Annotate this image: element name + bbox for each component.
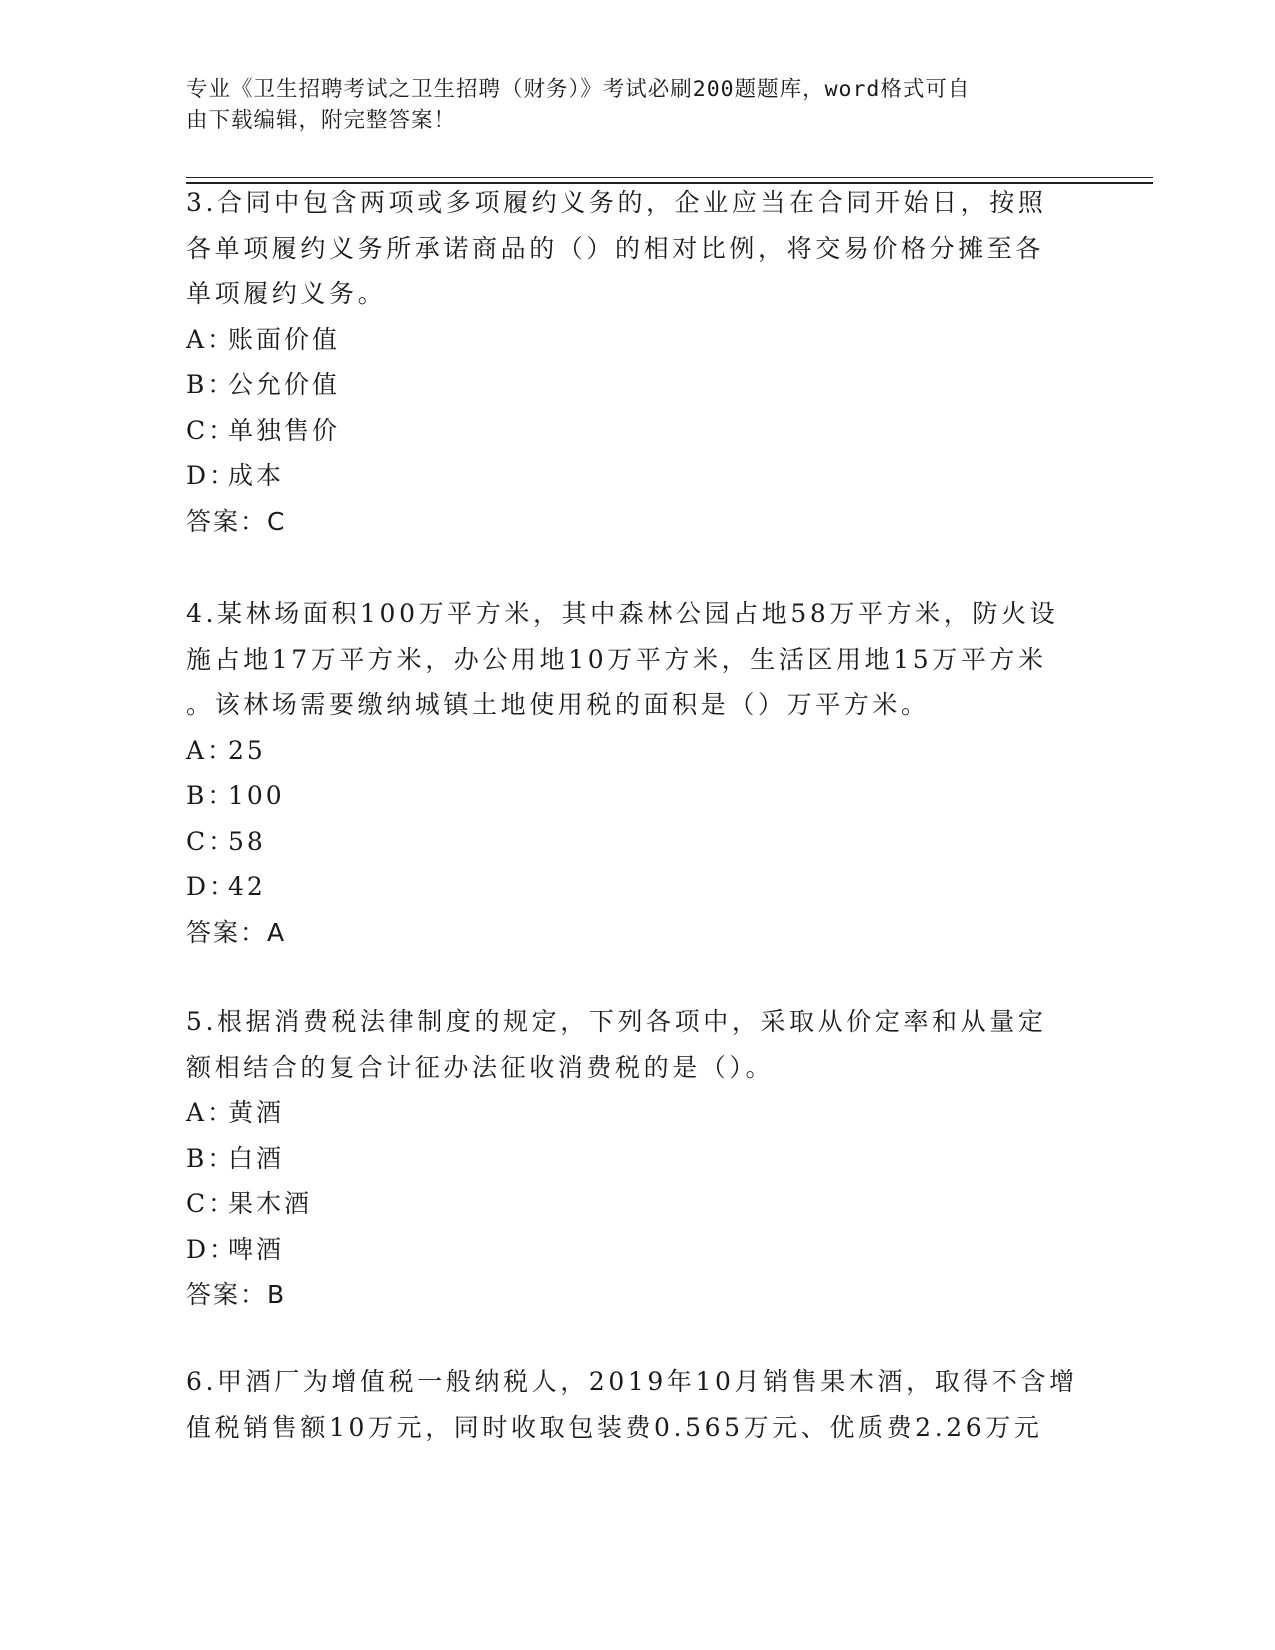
answer: 答案：B [186, 1280, 287, 1309]
stem-line: 。该林场需要缴纳城镇土地使用税的面积是（）万平方米。 [186, 690, 930, 719]
question-stem [186, 591, 1086, 728]
stem-line: 值税销售额10万元，同时收取包装费0.565万元、优质费2.26万元 [186, 1412, 1043, 1442]
option-b [186, 1136, 1086, 1182]
question-3 [186, 180, 1086, 544]
option-key: B： [186, 1143, 236, 1173]
option-key: A： [186, 324, 236, 354]
document-header [186, 74, 1066, 136]
option-key: D： [186, 461, 238, 490]
option-d [186, 453, 1086, 499]
option-key: A： [186, 1098, 236, 1127]
option-key: D： [186, 1234, 238, 1264]
stem-line: 施占地17万平方米，办公用地10万平方米，生活区用地15万平方米 [186, 644, 1047, 674]
header-divider-thin [186, 177, 1153, 178]
option-key: B： [186, 370, 236, 399]
stem-line: 5.根据消费税法律制度的规定，下列各项中，采取从价定率和从量定 [186, 1007, 1047, 1036]
question-6 [186, 1359, 1086, 1450]
option-text: 啤酒 [228, 1234, 285, 1264]
option-a [186, 317, 1086, 363]
stem-line: 单项履约义务。 [186, 279, 387, 308]
option-key: D： [186, 872, 238, 901]
option-text: 白酒 [228, 1143, 285, 1173]
stem-line: 6.甲酒厂为增值税一般纳税人，2019年10月销售果木酒，取得不含增 [186, 1367, 1078, 1396]
option-key: A： [186, 735, 236, 765]
option-text: 25 [228, 735, 266, 765]
option-a [186, 1090, 1086, 1136]
option-c [186, 819, 1086, 865]
option-b [186, 362, 1086, 408]
option-c [186, 1181, 1086, 1227]
option-b [186, 773, 1086, 819]
question-stem [186, 180, 1086, 317]
answer: 答案：A [186, 917, 287, 947]
option-key: C： [186, 415, 237, 445]
option-text: 成本 [228, 461, 285, 490]
stem-line: 3.合同中包含两项或多项履约义务的，企业应当在合同开始日，按照 [186, 188, 1047, 217]
option-text: 黄酒 [228, 1098, 285, 1127]
option-key: B： [186, 781, 236, 810]
option-text: 公允价值 [228, 370, 341, 399]
question-stem [186, 1359, 1086, 1450]
answer: 答案：C [186, 506, 287, 536]
option-d [186, 864, 1086, 910]
question-5 [186, 999, 1086, 1318]
option-c [186, 408, 1086, 454]
option-text: 单独售价 [228, 415, 341, 445]
stem-line: 4.某林场面积100万平方米，其中森林公园占地58万平方米，防火设 [186, 599, 1059, 628]
option-text: 100 [228, 781, 285, 810]
header-line-2: 由下载编辑，附完整答案！ [186, 108, 457, 133]
question-4 [186, 591, 1086, 955]
question-stem [186, 999, 1086, 1090]
stem-line: 各单项履约义务所承诺商品的（）的相对比例，将交易价格分摊至各 [186, 233, 1045, 263]
stem-line: 额相结合的复合计征办法征收消费税的是（）。 [186, 1052, 775, 1082]
option-d [186, 1227, 1086, 1273]
option-text: 账面价值 [228, 324, 341, 354]
option-text: 果木酒 [228, 1189, 313, 1218]
option-text: 42 [228, 872, 266, 901]
header-line-1: 专业《卫生招聘考试之卫生招聘（财务）》考试必刷200题题库，word格式可自 [186, 77, 971, 102]
option-a [186, 728, 1086, 774]
option-key: C： [186, 826, 237, 856]
option-key: C： [186, 1189, 237, 1218]
option-text: 58 [228, 826, 266, 856]
